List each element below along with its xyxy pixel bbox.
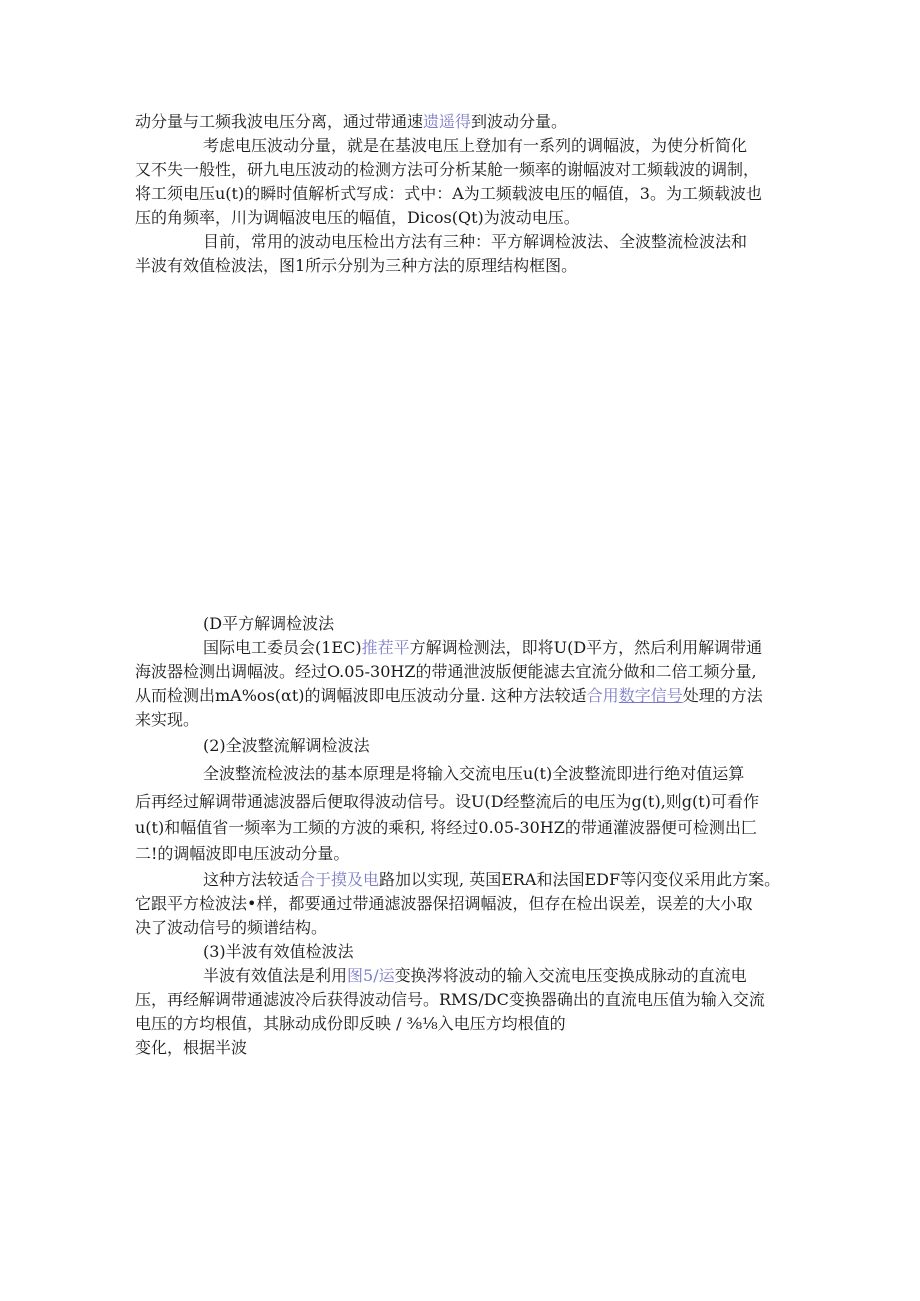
text-line: 又不失一般性，研九电压波动的检测方法可分析某舱一频率的谢幅波对工频载波的调制，: [135, 160, 760, 179]
text-line: 压，再经解调带通滤波冷后获得波动信号。RMS/DC变换器确出的直流电压值为输入交流: [135, 990, 765, 1009]
text-line: 将工须电压u(t)的瞬时值解析式写成：式中：A为工频载波电压的幅值，3。为工频载波也: [135, 184, 762, 203]
text-line: 半波有效值检波法，图1所示分别为三种方法的原理结构框图。: [135, 256, 578, 275]
text-line: 目前，常用的波动电压检出方法有三种：平方解调检波法、全波整流检波法和: [203, 232, 748, 251]
text-line: 决了波动信号的频谱结构。: [135, 918, 328, 937]
text-line: 它跟平方检波法•样，都要通过带通滤波器保招调幅波，但存在检出误差，误差的大小取: [135, 894, 753, 913]
highlighted-link[interactable]: 数字信号: [618, 686, 683, 705]
text-line: 半波有效值法是利用图5/运变换涔将波动的输入交流电压变换成脉动的直流电: [203, 966, 747, 985]
text-line: u(t)和幅值省一频率为工频的方波的乘积, 将经过0.05-30HZ的带通灌波器便可检测出匚: [135, 818, 757, 837]
highlighted-text: 遗遥得: [423, 112, 472, 131]
text-line: 海波器检测出调幅波。经过O.05-30HZ的带通泄波版便能滤去宜流分做和二倍工频分量,: [135, 662, 757, 681]
highlighted-text: 推茬平: [361, 638, 410, 657]
text-line: 考虑电压波动分量，就是在基波电压上登加有一系列的调幅波，为使分析简化: [203, 136, 748, 155]
text-line: 二!的调幅波即电压波动分量。: [135, 844, 350, 863]
section-heading: (3)半波有效值检波法: [203, 942, 354, 961]
text-line: 国际电工委员会(1EC)推茬平方解调检测法，即将U(D平方，然后利用解调带通: [203, 638, 763, 657]
highlighted-text: 合于摸及电: [299, 870, 380, 889]
text-line: 变化，根据半波: [135, 1038, 248, 1057]
highlighted-text: 图5/运: [347, 966, 395, 985]
figure-placeholder: [135, 290, 785, 600]
text-line: 电压的方均根值，其脉动成份即反映 / ⅜⅛入电压方均根值的: [135, 1014, 566, 1033]
text-line: 压的角频率，川为调幅波电压的幅值，Dicos(Qt)为波动电压。: [135, 208, 580, 227]
text-line: 后再经过解调带通滤波器后便取得波动信号。设U(D经整流后的电压为g(t),则g(t)可看作: [135, 792, 759, 811]
highlighted-text: 合用: [586, 686, 619, 705]
text-line: 来实现。: [135, 710, 200, 729]
text-line: 全波整流检波法的基本原理是将输入交流电压u(t)全波整流即进行绝对值运算: [203, 764, 745, 783]
text-line: 从而检测出mA%os(αt)的调幅波即电压波动分量. 这种方法较适合用数字信号处理的方法: [135, 686, 763, 705]
section-heading: (2)全波整流解调检波法: [203, 736, 370, 755]
text-line: 这种方法较适合于摸及电路加以实现, 英国ERA和法国EDF等闪变仪采用此方案。: [203, 870, 781, 889]
text-line: 动分量与工频我波电压分离，通过带通速遗遥得到波动分量。: [135, 112, 568, 131]
section-heading: (D平方解调检波法: [203, 614, 335, 633]
